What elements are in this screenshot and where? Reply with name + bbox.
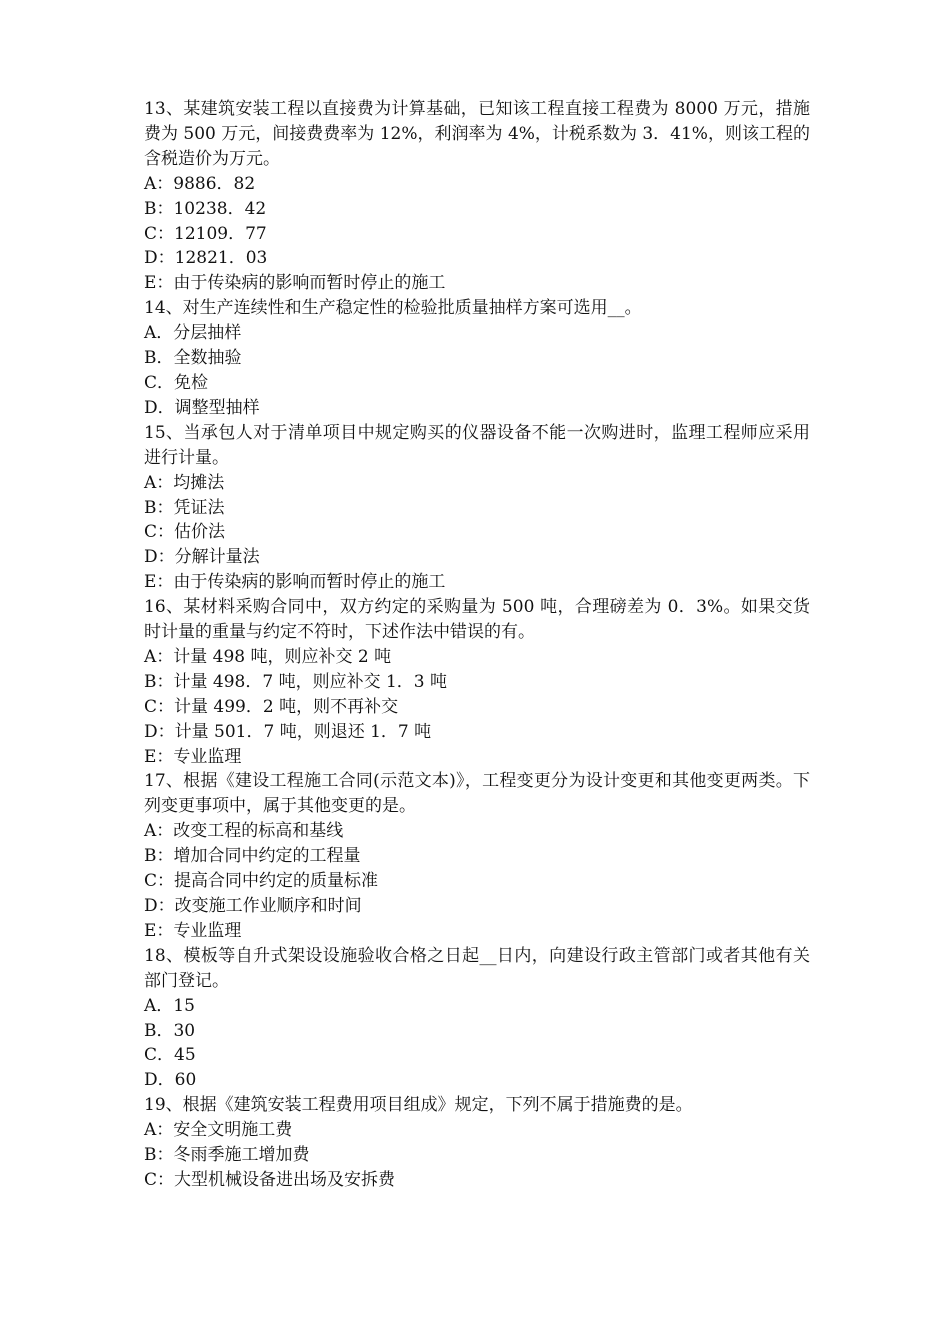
option-list xyxy=(144,994,810,1094)
option-b: B：凭证法 xyxy=(144,497,225,518)
option-c: C：大型机械设备进出场及安拆费 xyxy=(144,1169,396,1190)
option-a: A．15 xyxy=(144,995,195,1016)
option-e: E：专业监理 xyxy=(144,920,242,941)
question-stem: 16、某材料采购合同中，双方约定的采购量为 500 吨，合理磅差为 0．3%。如果交货时计量的重量与约定不符时，下述作法中错误的有。 xyxy=(144,597,810,643)
option-b: B．30 xyxy=(144,1020,196,1041)
question-17 xyxy=(144,769,810,943)
option-b: B：增加合同中约定的工程量 xyxy=(144,846,361,867)
option-b: B：冬雨季施工增加费 xyxy=(144,1145,310,1166)
option-a: A：计量 498 吨，则应补交 2 吨 xyxy=(144,646,392,667)
option-d: D：改变施工作业顺序和时间 xyxy=(144,896,362,916)
question-14 xyxy=(144,296,810,421)
option-c: C：估价法 xyxy=(144,522,226,543)
question-15 xyxy=(144,421,810,595)
option-e: E：专业监理 xyxy=(144,746,242,767)
question-stem: 17、根据《建设工程施工合同(示范文本)》，工程变更分为设计变更和其他变更两类。下列变更事项中，属于其他变更的是。 xyxy=(144,771,810,817)
option-a: A：改变工程的标高和基线 xyxy=(144,821,344,842)
question-stem: 19、根据《建筑安装工程费用项目组成》规定，下列不属于措施费的是。 xyxy=(144,1095,693,1116)
option-c: C．45 xyxy=(144,1045,196,1066)
document-page xyxy=(144,97,810,1193)
option-b: B：计量 498．7 吨，则应补交 1．3 吨 xyxy=(144,671,448,692)
question-stem: 15、当承包人对于清单项目中规定购买的仪器设备不能一次购进时，监理工程师应采用进行计量。 xyxy=(144,422,810,468)
option-c: C：计量 499．2 吨，则不再补交 xyxy=(144,696,399,717)
option-a: A：均摊法 xyxy=(144,472,225,493)
option-a: A．分层抽样 xyxy=(144,323,242,344)
option-list xyxy=(144,471,810,596)
option-e: E：由于传染病的影响而暂时停止的施工 xyxy=(144,273,446,294)
question-stem: 18、模板等自升式架设设施验收合格之日起__日内，向建设行政主管部门或者其他有关部门登记。 xyxy=(144,945,810,991)
question-stem: 13、某建筑安装工程以直接费为计算基础，已知该工程直接工程费为 8000 万元，措施费为 500 万元，间接费费率为 12%，利润率为 4%，计税系数为 3．41%，则该工程的含税造价为万元。 xyxy=(144,99,810,169)
option-list xyxy=(144,321,810,421)
question-13 xyxy=(144,97,810,296)
option-a: A：安全文明施工费 xyxy=(144,1120,293,1141)
option-list xyxy=(144,1118,810,1193)
question-stem: 14、对生产连续性和生产稳定性的检验批质量抽样方案可选用__。 xyxy=(144,298,642,319)
option-b: B．全数抽验 xyxy=(144,348,242,369)
option-d: D．调整型抽样 xyxy=(144,397,260,418)
option-list xyxy=(144,645,810,770)
option-c: C．免检 xyxy=(144,372,209,393)
option-e: E：由于传染病的影响而暂时停止的施工 xyxy=(144,572,446,593)
question-16 xyxy=(144,595,810,769)
question-18 xyxy=(144,944,810,1093)
option-c: C：提高合同中约定的质量标准 xyxy=(144,871,379,892)
option-c: C：12109．77 xyxy=(144,223,267,244)
option-a: A：9886．82 xyxy=(144,173,256,194)
option-d: D：分解计量法 xyxy=(144,547,260,568)
option-b: B：10238．42 xyxy=(144,198,267,219)
option-list xyxy=(144,172,810,297)
option-list xyxy=(144,819,810,944)
option-d: D：12821．03 xyxy=(144,248,268,269)
option-d: D：计量 501．7 吨，则退还 1．7 吨 xyxy=(144,721,432,742)
option-d: D．60 xyxy=(144,1070,197,1091)
question-19 xyxy=(144,1093,810,1193)
